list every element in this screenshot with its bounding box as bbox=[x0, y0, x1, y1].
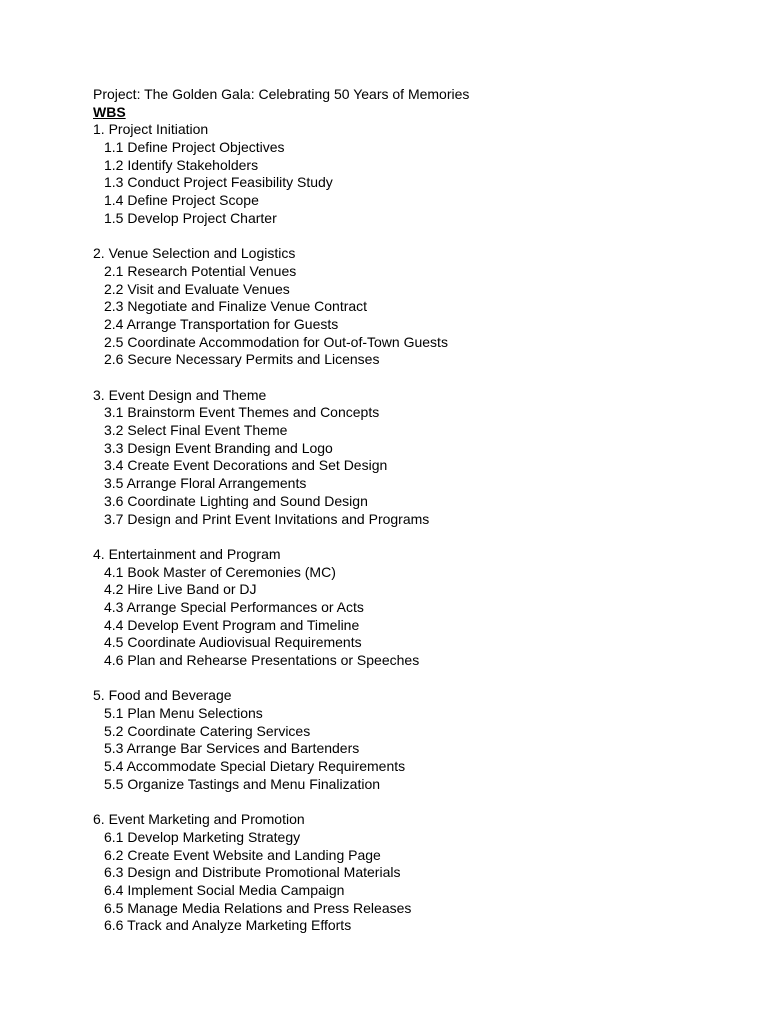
wbs-task-item: 6.5 Manage Media Relations and Press Releases bbox=[104, 899, 412, 916]
wbs-task-item: 4.4 Develop Event Program and Timeline bbox=[104, 616, 360, 633]
wbs-section bbox=[93, 387, 733, 529]
wbs-task-item: 3.2 Select Final Event Theme bbox=[104, 422, 288, 439]
wbs-task-item: 3.3 Design Event Branding and Logo bbox=[104, 439, 333, 456]
wbs-task-item: 4.5 Coordinate Audiovisual Requirements bbox=[104, 634, 362, 651]
wbs-task-item: 5.5 Organize Tastings and Menu Finalization bbox=[104, 775, 381, 792]
wbs-task-item: 5.4 Accommodate Special Dietary Requirements bbox=[104, 758, 406, 775]
wbs-task-item: 5.2 Coordinate Catering Services bbox=[104, 722, 311, 739]
wbs-task-item: 6.2 Create Event Website and Landing Page bbox=[104, 846, 381, 863]
wbs-section bbox=[93, 811, 733, 935]
wbs-task-item: 3.7 Design and Print Event Invitations and Programs bbox=[104, 510, 430, 527]
project-title: Project: The Golden Gala: Celebrating 50 Years of Memories bbox=[93, 86, 470, 102]
wbs-task-item: 4.2 Hire Live Band or DJ bbox=[104, 581, 257, 598]
wbs-task-item: 2.5 Coordinate Accommodation for Out-of-Town Guests bbox=[104, 333, 448, 350]
wbs-section bbox=[93, 546, 733, 670]
document-body bbox=[93, 86, 733, 953]
wbs-section-title: 5. Food and Beverage bbox=[93, 687, 232, 704]
wbs-section-title: 6. Event Marketing and Promotion bbox=[93, 811, 305, 828]
wbs-section bbox=[93, 121, 733, 227]
wbs-task-item: 3.1 Brainstorm Event Themes and Concepts bbox=[104, 404, 380, 421]
wbs-task-item: 3.4 Create Event Decorations and Set Design bbox=[104, 457, 388, 474]
wbs-sections bbox=[93, 121, 733, 935]
wbs-task-item: 2.3 Negotiate and Finalize Venue Contract bbox=[104, 298, 368, 315]
wbs-section-title: 1. Project Initiation bbox=[93, 121, 209, 138]
wbs-section-title: 4. Entertainment and Program bbox=[93, 545, 281, 562]
wbs-heading-text: WBS bbox=[93, 103, 126, 120]
wbs-task-item: 3.6 Coordinate Lighting and Sound Design bbox=[104, 492, 368, 509]
wbs-task-item: 1.3 Conduct Project Feasibility Study bbox=[104, 174, 333, 191]
wbs-task-item: 2.6 Secure Necessary Permits and Licenses bbox=[104, 351, 380, 368]
wbs-task-item: 2.2 Visit and Evaluate Venues bbox=[104, 280, 290, 297]
wbs-task-item: 2.1 Research Potential Venues bbox=[104, 262, 297, 279]
wbs-task-item: 1.4 Define Project Scope bbox=[104, 192, 259, 209]
wbs-task-item: 6.6 Track and Analyze Marketing Efforts bbox=[104, 917, 352, 934]
wbs-heading bbox=[93, 104, 733, 122]
wbs-section bbox=[93, 245, 733, 369]
wbs-task-item: 6.1 Develop Marketing Strategy bbox=[104, 828, 301, 845]
wbs-task-item: 4.6 Plan and Rehearse Presentations or Speeches bbox=[104, 652, 420, 668]
wbs-task-item: 6.4 Implement Social Media Campaign bbox=[104, 881, 345, 898]
wbs-task-item: 1.1 Define Project Objectives bbox=[104, 139, 285, 156]
wbs-task-item: 2.4 Arrange Transportation for Guests bbox=[104, 315, 339, 332]
wbs-section bbox=[93, 687, 733, 793]
wbs-task-item: 1.5 Develop Project Charter bbox=[104, 209, 277, 226]
wbs-task-item: 1.2 Identify Stakeholders bbox=[104, 156, 259, 173]
wbs-task-item: 5.1 Plan Menu Selections bbox=[104, 705, 263, 722]
wbs-task-item: 5.3 Arrange Bar Services and Bartenders bbox=[104, 740, 360, 757]
wbs-task-item: 3.5 Arrange Floral Arrangements bbox=[104, 475, 307, 492]
wbs-section-title: 2. Venue Selection and Logistics bbox=[93, 245, 296, 262]
wbs-task-item: 4.3 Arrange Special Performances or Acts bbox=[104, 598, 364, 615]
wbs-section-title: 3. Event Design and Theme bbox=[93, 386, 267, 403]
wbs-task-item: 6.3 Design and Distribute Promotional Materials bbox=[104, 864, 401, 881]
wbs-task-item: 4.1 Book Master of Ceremonies (MC) bbox=[104, 563, 336, 580]
